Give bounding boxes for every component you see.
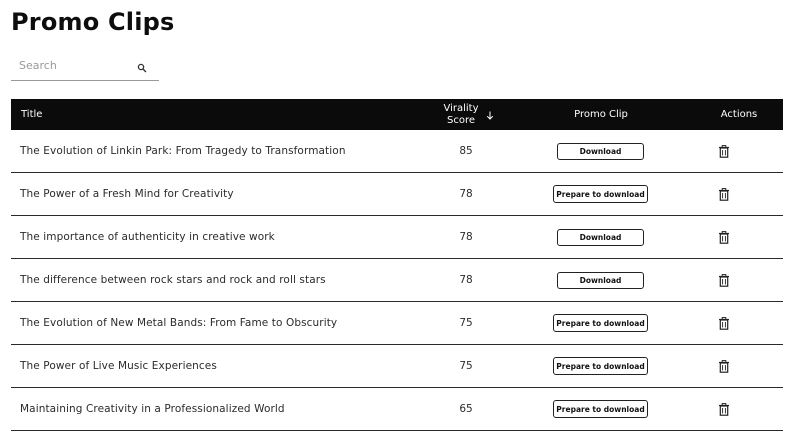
row-actions	[709, 259, 739, 301]
table-row	[11, 216, 783, 259]
trash-icon[interactable]	[718, 403, 730, 416]
table-body	[11, 130, 783, 431]
table-row	[11, 345, 783, 388]
page-title: Promo Clips	[11, 8, 175, 36]
trash-icon[interactable]	[718, 360, 730, 373]
row-title: The Evolution of New Metal Bands: From Fame to Obscurity	[20, 317, 338, 329]
trash-icon[interactable]	[718, 231, 730, 244]
column-header-actions: Actions	[720, 109, 758, 120]
trash-icon[interactable]	[718, 274, 730, 287]
row-actions	[709, 130, 739, 172]
table-row	[11, 302, 783, 345]
prepare-to-download-button[interactable]: Prepare to download	[553, 314, 648, 332]
arrow-down-icon[interactable]	[486, 111, 494, 120]
download-button[interactable]: Download	[557, 272, 644, 289]
column-header-score-line2: Score	[446, 114, 475, 126]
row-promo-clip	[541, 345, 660, 387]
search-input[interactable]	[11, 56, 139, 74]
row-actions	[709, 173, 739, 215]
row-title: The Power of a Fresh Mind for Creativity	[20, 188, 234, 200]
row-promo-clip	[541, 388, 660, 430]
row-title: The Evolution of Linkin Park: From Tragedy to Transformation	[20, 145, 346, 157]
column-header-virality-score[interactable]	[431, 99, 491, 130]
search-box	[11, 52, 159, 81]
row-promo-clip	[541, 173, 660, 215]
row-virality-score: 75	[459, 317, 473, 329]
row-virality-score: 78	[459, 231, 473, 243]
table-row	[11, 388, 783, 431]
column-header-promo-clip: Promo Clip	[574, 109, 628, 120]
row-actions	[709, 345, 739, 387]
prepare-to-download-button[interactable]: Prepare to download	[553, 357, 648, 375]
row-promo-clip	[541, 216, 660, 258]
promo-clips-table	[11, 99, 783, 431]
trash-icon[interactable]	[718, 317, 730, 330]
table-row	[11, 173, 783, 216]
row-title: The difference between rock stars and rock and roll stars	[20, 274, 326, 286]
row-promo-clip	[541, 259, 660, 301]
table-row	[11, 259, 783, 302]
prepare-to-download-button[interactable]: Prepare to download	[553, 400, 648, 418]
row-virality-score: 65	[459, 403, 473, 415]
row-promo-clip	[541, 130, 660, 172]
download-button[interactable]: Download	[557, 143, 644, 160]
row-actions	[709, 302, 739, 344]
row-title: The Power of Live Music Experiences	[20, 360, 217, 372]
column-header-score-line1: Virality	[443, 102, 479, 114]
table-header	[11, 99, 783, 130]
trash-icon[interactable]	[718, 145, 730, 158]
prepare-to-download-button[interactable]: Prepare to download	[553, 185, 648, 203]
column-header-title: Title	[21, 109, 43, 120]
row-actions	[709, 388, 739, 430]
row-virality-score: 85	[459, 145, 473, 157]
row-title: Maintaining Creativity in a Professionalized World	[20, 403, 285, 415]
download-button[interactable]: Download	[557, 229, 644, 246]
row-actions	[709, 216, 739, 258]
trash-icon[interactable]	[718, 188, 730, 201]
table-row	[11, 130, 783, 173]
row-virality-score: 78	[459, 274, 473, 286]
row-promo-clip	[541, 302, 660, 344]
row-virality-score: 75	[459, 360, 473, 372]
search-icon[interactable]	[137, 63, 147, 73]
row-virality-score: 78	[459, 188, 473, 200]
row-title: The importance of authenticity in creative work	[20, 231, 275, 243]
